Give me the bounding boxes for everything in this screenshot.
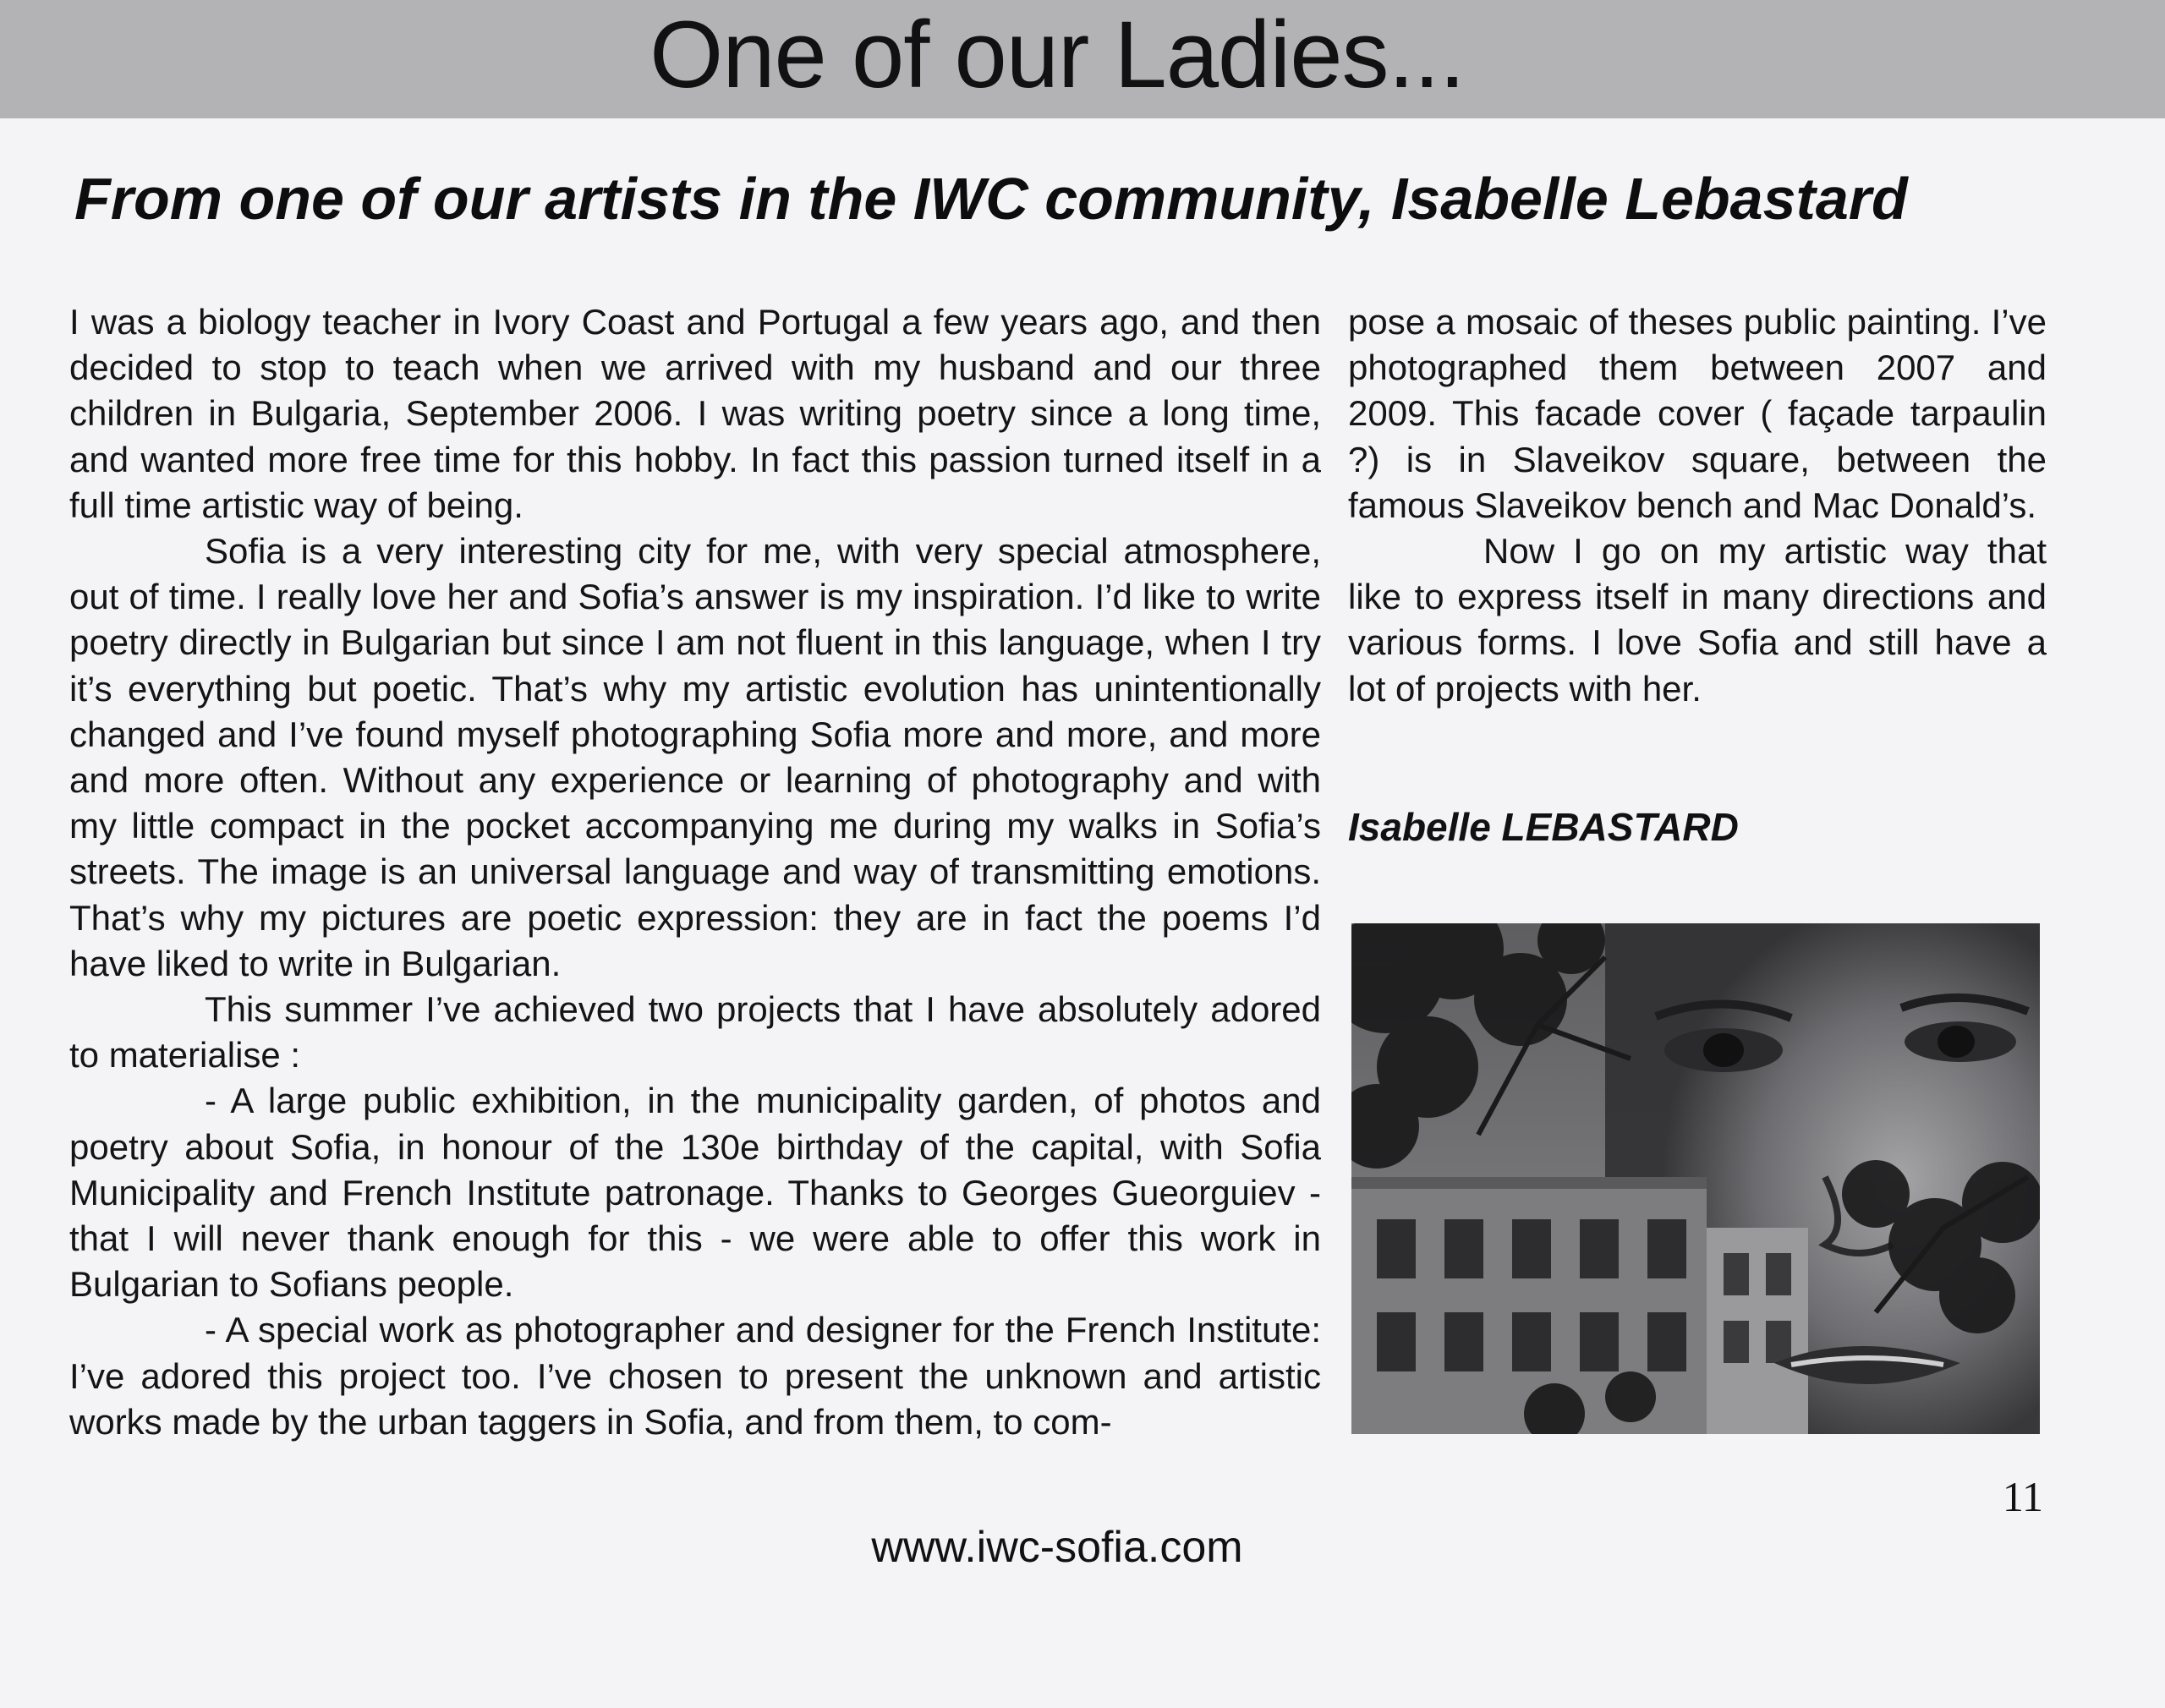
article-left-column bbox=[69, 299, 1321, 1445]
article-paragraph: This summer I’ve achieved two projects that I have absolutely adored to materialise : bbox=[69, 989, 1321, 1076]
article-right-column bbox=[1348, 299, 2047, 712]
article-subtitle: From one of our artists in the IWC community, Isabelle Lebastard bbox=[74, 166, 1908, 232]
page-title: One of our Ladies... bbox=[650, 2, 1465, 107]
article-photo bbox=[1351, 923, 2040, 1434]
footer-url[interactable]: www.iwc-sofia.com bbox=[871, 1523, 1243, 1572]
article-paragraph: Now I go on my artistic way that like to express itself in many directions and various forms. I love Sofia and still have a lot of projects with her. bbox=[1348, 531, 2047, 709]
article-list-item: - A large public exhibition, in the municipality garden, of photos and poetry about Sofia, in honour of the 130e birthday of the capital, with Sofia Municipality and French Institute patronage. Thanks to Georges Gueorguiev - that I will never thank enough for this - we were able to offer this work in Bulgarian to Sofians people. bbox=[69, 1081, 1321, 1305]
article-paragraph: I was a biology teacher in Ivory Coast and Portugal a few years ago, and then decided to stop to teach when we arrived with my husband and our three children in Bulgaria, September 2006. I was writing poetry since a long time, and wanted more free time for this hobby. In fact this passion turned itself in a full time artistic way of being. bbox=[69, 302, 1321, 525]
page-number: 11 bbox=[2002, 1473, 2043, 1520]
author-signature: Isabelle LEBASTARD bbox=[1348, 805, 1739, 849]
article-list-item: - A special work as photographer and designer for the French Institute: I’ve adored this project too. I’ve chosen to present the unknown and artistic works made by the urban taggers in Sofia, and from them, to com- bbox=[69, 1310, 1321, 1442]
article-paragraph: Sofia is a very interesting city for me, with very special atmosphere, out of time. I really love her and Sofia’s answer is my inspiration. I’d like to write poetry directly in Bulgarian but since I am not fluent in this language, when I try it’s everything but poetic. That’s why my artistic evolution has unintentionally changed and I’ve found myself photographing Sofia more and more, and more and more often. Without any experience or learning of photography and with my little compact in the pocket accompanying me during my walks in Sofia’s streets. The image is an universal language and way of transmitting emotions. That’s why my pictures are poetic expression: they are in fact the poems I’d have liked to write in Bulgarian. bbox=[69, 531, 1321, 983]
article-paragraph: pose a mosaic of theses public painting. I’ve photographed them between 2007 and 2009. This facade cover ( façade tarpaulin ?) is in Slaveikov square, between the famous Slaveikov bench and Mac Donald’s. bbox=[1348, 302, 2047, 525]
photo-woman-face-over-building-icon bbox=[1351, 923, 2040, 1434]
